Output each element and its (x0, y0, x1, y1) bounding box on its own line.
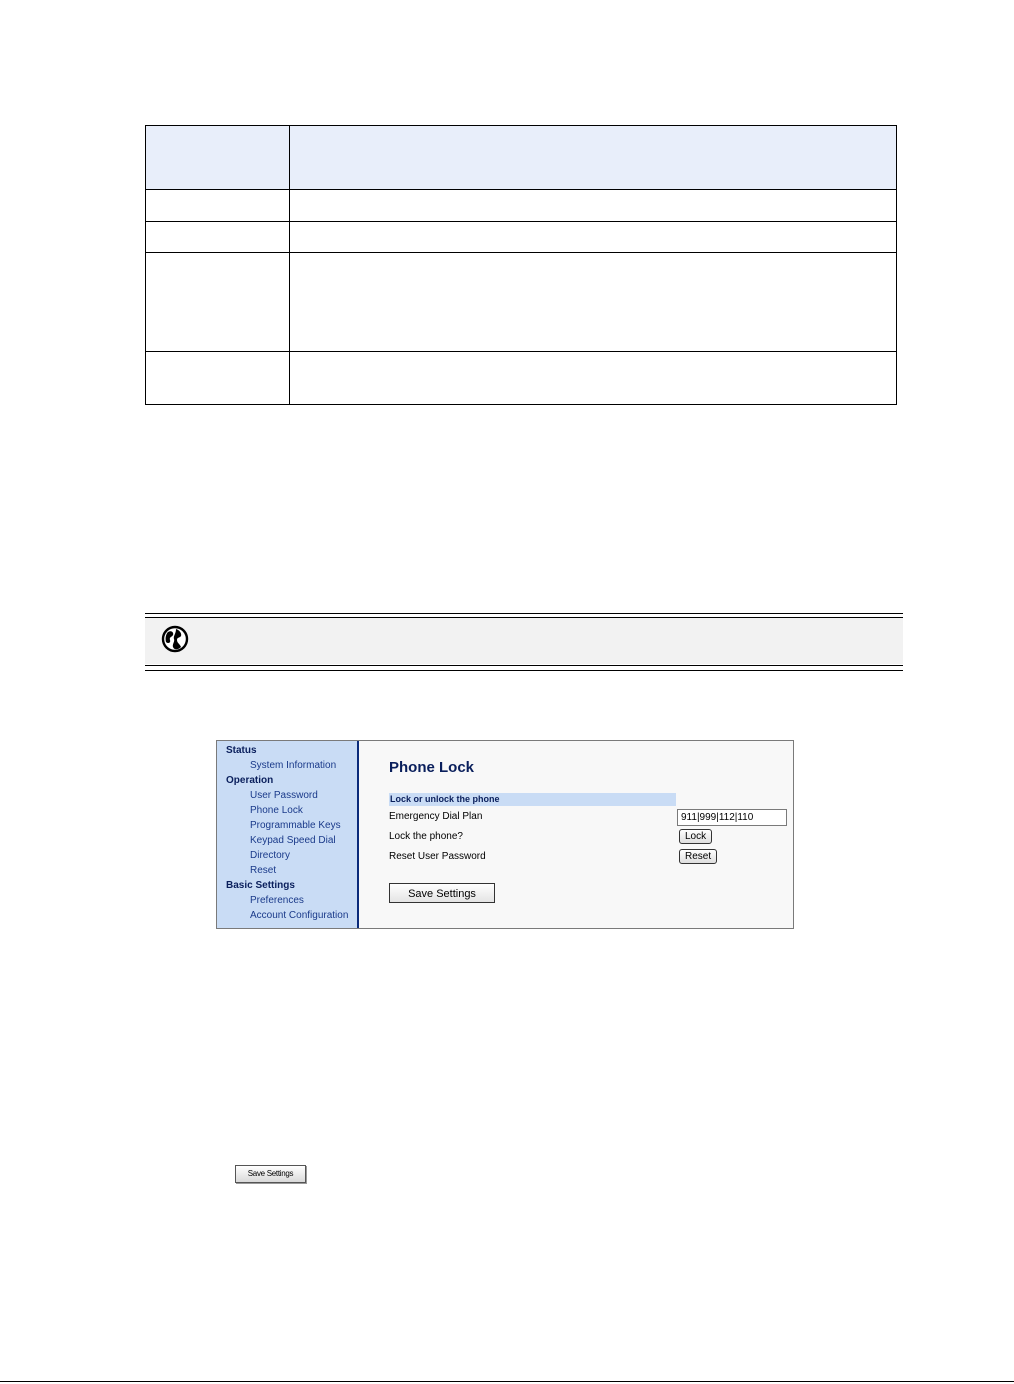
nav-item-keypad-speed-dial[interactable]: Keypad Speed Dial (250, 835, 336, 846)
emergency-dial-plan-label: Emergency Dial Plan (389, 811, 483, 822)
nav-item-preferences[interactable]: Preferences (250, 895, 304, 906)
reset-user-password-label: Reset User Password (389, 851, 486, 862)
footer-rule (0, 1381, 1014, 1382)
table-row (146, 222, 896, 253)
table-header-row (146, 126, 896, 190)
inline-save-settings-image: Save Settings (235, 1165, 306, 1183)
note-bottom-rule-inner (145, 665, 903, 666)
nav-item-user-password[interactable]: User Password (250, 790, 318, 801)
main-panel (359, 741, 793, 928)
note-top-rule (145, 613, 903, 614)
note-background (145, 618, 903, 664)
nav-item-reset[interactable]: Reset (250, 865, 277, 876)
nav-section-operation[interactable]: Operation (226, 775, 274, 786)
nav-item-directory[interactable]: Directory (250, 850, 291, 861)
nav-section-status[interactable]: Status (226, 745, 257, 756)
table-row (146, 190, 896, 222)
page-title: Phone Lock (389, 759, 475, 776)
nav-item-system-information[interactable]: System Information (250, 760, 337, 771)
section-header: Lock or unlock the phone (389, 793, 676, 806)
globe-icon (161, 625, 189, 653)
table-row (146, 352, 896, 406)
sidebar-nav (217, 741, 359, 928)
nav-section-basic-settings[interactable]: Basic Settings (226, 880, 295, 891)
table-column-divider (289, 126, 290, 404)
lock-phone-label: Lock the phone? (389, 831, 463, 842)
nav-item-programmable-keys[interactable]: Programmable Keys (250, 820, 341, 831)
table-row (146, 253, 896, 352)
note-bottom-rule (145, 670, 903, 671)
reset-button[interactable]: Reset (679, 849, 717, 864)
parameter-table (145, 125, 897, 405)
save-settings-button[interactable]: Save Settings (389, 883, 495, 903)
web-ui-note-bar (145, 613, 903, 671)
web-ui-screenshot (216, 740, 794, 929)
lock-button[interactable]: Lock (679, 829, 712, 844)
emergency-dial-plan-input[interactable] (677, 809, 787, 826)
nav-item-account-configuration[interactable]: Account Configuration (250, 910, 349, 921)
nav-item-phone-lock[interactable]: Phone Lock (250, 805, 303, 816)
